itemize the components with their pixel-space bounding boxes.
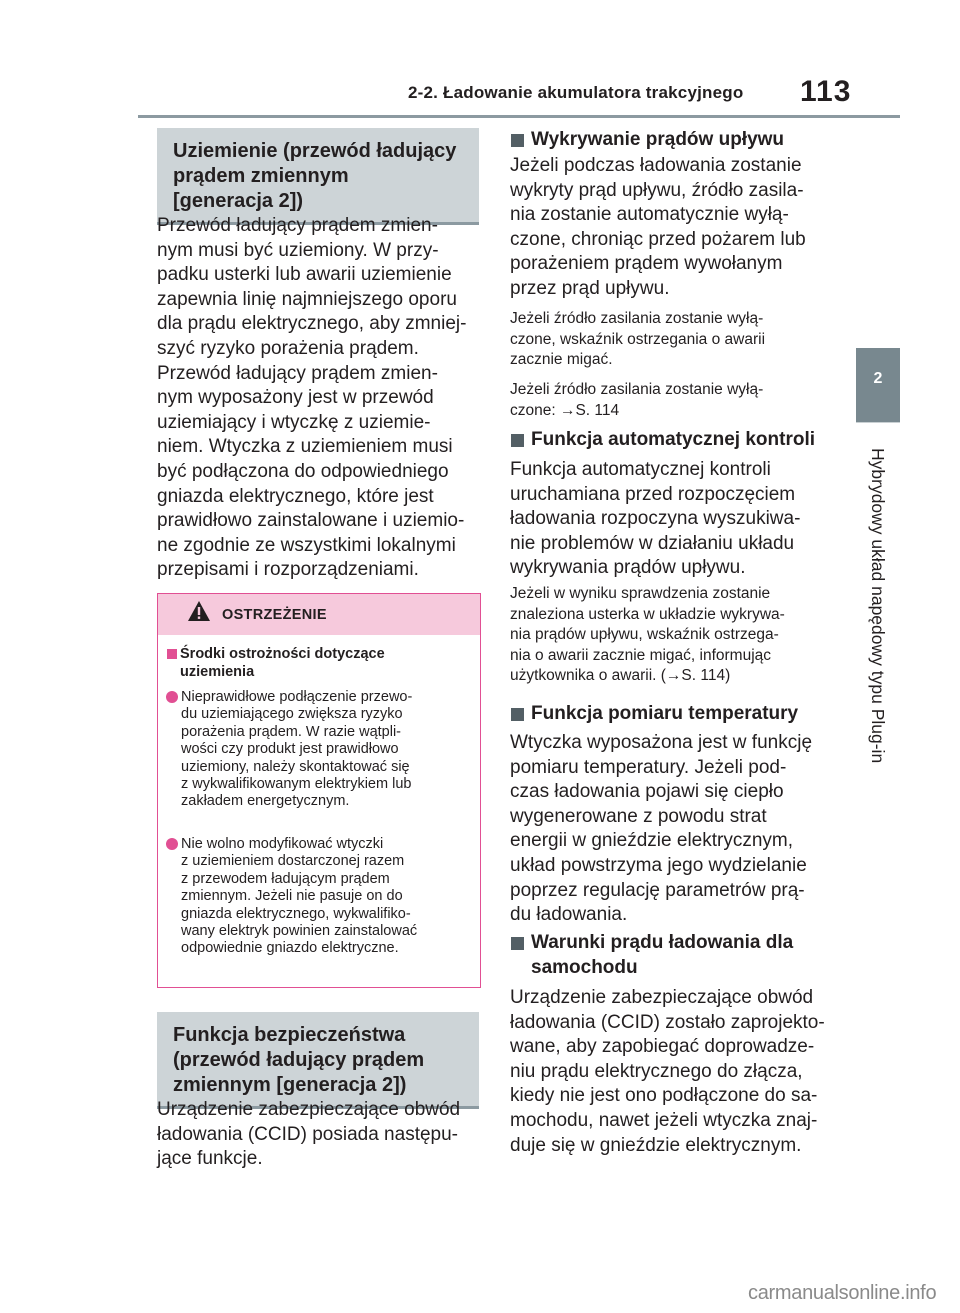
chapter-tab-label: Hybrydowy układ napędowy typu Plug-in xyxy=(868,448,888,764)
square-bullet-icon xyxy=(511,434,524,447)
chapter-tab-divider xyxy=(856,422,900,423)
warning-triangle-icon xyxy=(187,600,211,622)
leakage-note: Jeżeli źródło zasilania zostanie wyłą- czone, wskaźnik ostrzegania o awarii zacznie migać. xyxy=(510,310,766,368)
subheading-auto-check: Funkcja automatycznej kontroli xyxy=(510,428,832,453)
watermark: carmanualsonline.info xyxy=(748,1282,937,1304)
warning-subtitle: Środki ostrożności dotyczące uziemienia xyxy=(165,646,465,681)
section-title: 2-2. Ładowanie akumulatora trakcyjnego xyxy=(408,83,744,102)
page-number: 113 xyxy=(800,75,852,108)
leakage-paragraph: Jeżeli podczas ładowania zostanie wykryty prąd upływu, źródło zasila- nia zostanie automatycznie wyłą- czone, chroniąc przed pożarem lub porażeniem prądem wywołanym przez prąd upływu. xyxy=(510,155,806,299)
chapter-tab: 2 xyxy=(856,348,900,422)
square-bullet-icon xyxy=(511,708,524,721)
warning-header xyxy=(158,594,480,635)
warning-item: Nieprawidłowe podłączenie przewo- du uziemiającego zwiększa ryzyko porażenia prądem. W razie wątpli- wości czy produkt jest prawidłowo uziemiony, należy skontaktować się z wykwalifikowanym elektrykiem lub zakładem energetycznym. xyxy=(165,689,470,811)
auto-check-note: Jeżeli w wyniku sprawdzenia zostanie znaleziona usterka w układzie wykrywa- nia prądów upływu, wskaźnik ostrzega- nia o awarii zacznie migać, informując użytkownika o awarii. (→S. 114) xyxy=(510,585,785,684)
heading-safety-functions: Funkcja bezpieczeństwa (przewód ładujący prądem zmiennym [generacja 2]) xyxy=(157,1012,479,1109)
grounding-paragraph: Przewód ładujący prądem zmien- nym musi być uziemiony. W przy- padku usterki lub awarii uziemienie zapewnia linię najmniejszego oporu dla prądu elektrycznego, aby zmniej- szyć ryzyko porażenia prądem. Przewód ładujący prądem zmien- nym wyposażony jest w przewód uziemiający i wtyczkę z uziemie- niem. Wtyczka z uziemieniem musi być podłączona do odpowiedniego gniazda elektrycznego, które jest prawidłowo zainstalowane i uziemio- ne zgodnie ze wszystkimi lokalnymi przepisami i rozporządzeniami. xyxy=(157,215,467,581)
square-bullet-icon xyxy=(511,937,524,950)
warning-box xyxy=(157,593,481,988)
auto-check-paragraph: Funkcja automatycznej kontroli uruchamiana przed rozpoczęciem ładowania rozpoczyna wyszukiwa- nie problemów w działaniu układu wykrywania prądów upływu. xyxy=(510,459,801,579)
temperature-paragraph: Wtyczka wyposażona jest w funkcję pomiaru temperatury. Jeżeli pod- czas ładowania pojawi się ciepło wygenerowane z powodu strat energii w gnieździe elektrycznym, układ powstrzyma jego wydzielanie poprzez regulację parametrów prą- du ładowania. xyxy=(510,732,813,926)
round-bullet-icon xyxy=(166,838,178,850)
subheading-charging-conditions: Warunki prądu ładowania dla samochodu xyxy=(510,931,832,980)
round-bullet-icon xyxy=(166,691,178,703)
subheading-temperature: Funkcja pomiaru temperatury xyxy=(510,702,832,727)
warning-title: OSTRZEŻENIE xyxy=(222,607,327,623)
square-bullet-icon xyxy=(511,134,524,147)
header-rule xyxy=(138,115,900,118)
subheading-leakage: Wykrywanie prądów upływu xyxy=(510,128,832,153)
heading-grounding: Uziemienie (przewód ładujący prądem zmiennym [generacja 2]) xyxy=(157,128,479,225)
leakage-note-reference: Jeżeli źródło zasilania zostanie wyłą- czone: →S. 114 xyxy=(510,381,764,419)
warning-item: Nie wolno modyfikować wtyczki z uziemieniem dostarczonej razem z przewodem ładującym prądem zmiennym. Jeżeli nie pasuje on do gniazda elektrycznego, wykwalifiko- wany elektryk powinien zainstalować odpowiednie gniazdo elektryczne. xyxy=(165,836,470,958)
square-bullet-icon xyxy=(167,649,177,659)
charging-conditions-paragraph: Urządzenie zabezpieczające obwód ładowania (CCID) zostało zaprojekto- wane, aby zapobiegać doprowadze- niu prądu elektrycznego do złącza, kiedy nie jest ono podłączone do sa- mochodu, nawet jeżeli wtyczka znaj- duje się w gnieździe elektrycznym. xyxy=(510,987,825,1156)
safety-intro-paragraph: Urządzenie zabezpieczające obwód ładowania (CCID) posiada następu- jące funkcje. xyxy=(157,1099,461,1170)
